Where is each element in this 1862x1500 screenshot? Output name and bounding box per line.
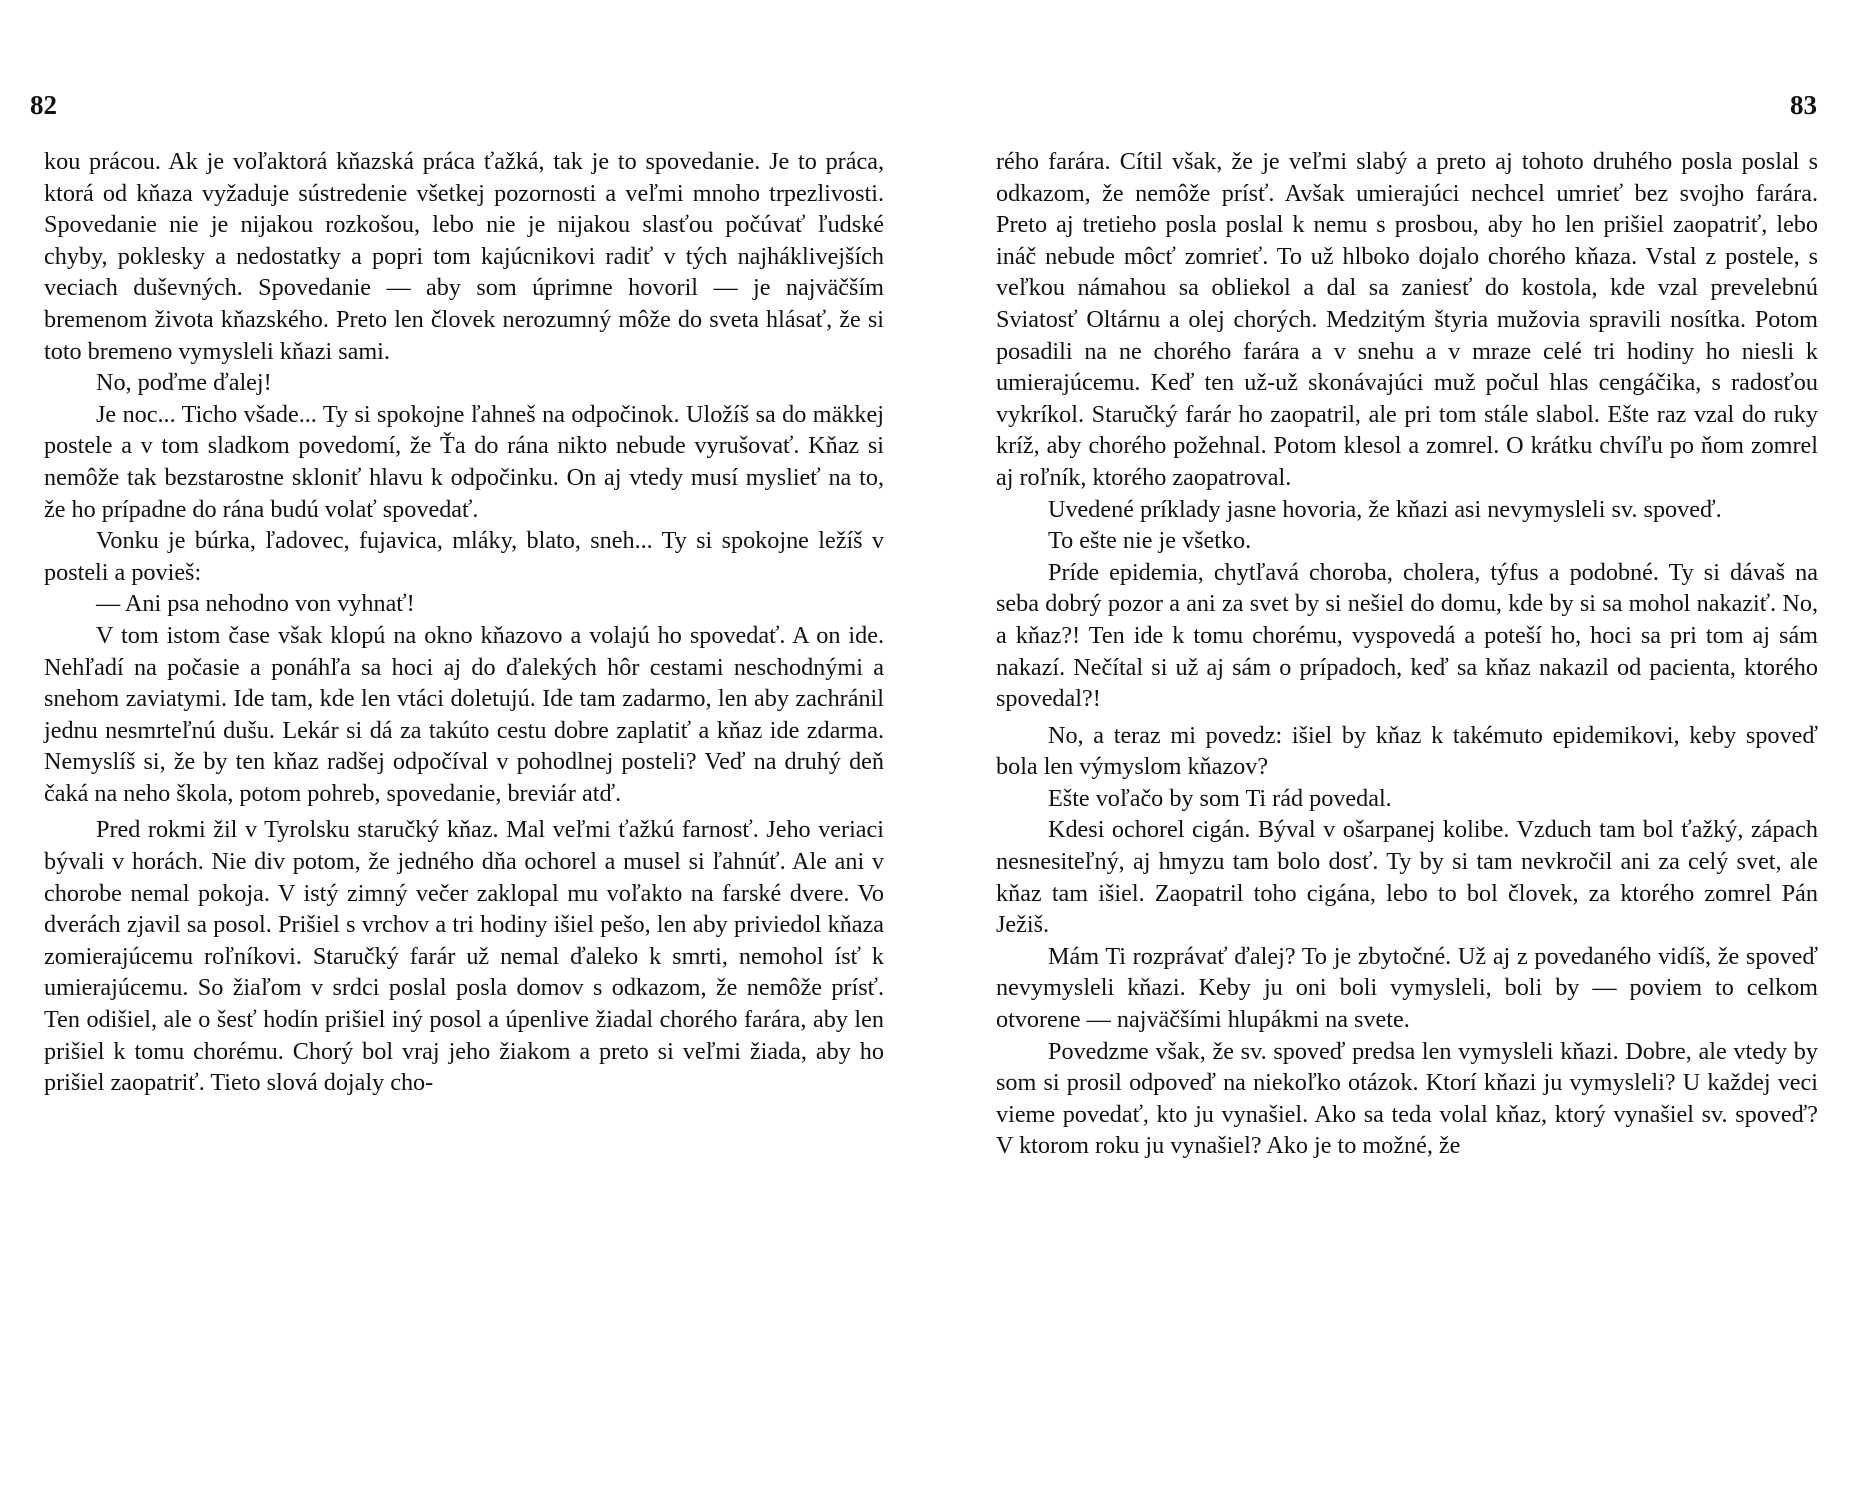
right-page-number: 83 [1790,90,1817,120]
right-paragraph-5: No, a teraz mi povedz: išiel by kňaz k takémuto epidemikovi, keby spoveď bola len výmyslom kňazov? [996,721,1818,781]
right-paragraph-9: Povedzme však, že sv. spoveď predsa len vymysleli kňazi. Dobre, ale vtedy by som si prosil odpoveď na niekoľko otázok. Ktorí kňazi ju vymysleli? U každej veci vieme povedať, kto ju vynašiel. Ako sa teda volal kňaz, ktorý vynašiel sv. spoveď? V ktorom roku ju vynašiel? Ako je to možné, že [996,1037,1818,1160]
right-paragraph-3: To ešte nie je všetko. [1048,527,1252,555]
right-paragraph-7: Kdesi ochorel cigán. Býval v ošarpanej kolibe. Vzduch tam bol ťažký, zápach nesnesiteľný, aj hmyzu tam bolo dosť. Ty by si tam nevkročil ani za celý svet, ale kňaz tam išiel. Zaopatril toho cigána, lebo to bol človek, za ktorého zomrel Pán Ježiš. [996,816,1818,939]
right-paragraph-8: Mám Ti rozprávať ďalej? To je zbytočné. Už aj z povedaného vidíš, že spoveď nevymysleli kňazi. Keby ju oni boli vymysleli, boli by — poviem to celkom otvorene — najväčšími hlupákmi na svete. [996,942,1818,1034]
left-paragraph-2: No, poďme ďalej! [96,369,272,397]
right-paragraph-2: Uvedené príklady jasne hovoria, že kňazi asi nevymysleli sv. spoveď. [1048,495,1722,523]
left-paragraph-1: kou prácou. Ak je voľaktorá kňazská práca ťažká, tak je to spovedanie. Je to práca, ktorá od kňaza vyžaduje sústredenie všetkej pozornosti a veľmi mnoho trpezlivosti. Spovedanie nie je nijakou rozkošou, lebo nie je nijakou slasťou počúvať ľudské chyby, poklesky a nedostatky a popri tom kajúcnikovi radiť v tých najháklivejších veciach duševných. Spovedanie — aby som úprimne hovoril — je najväčším bremenom života kňazského. Preto len človek nerozumný môže do sveta hlásať, že si toto bremeno vymysleli kňazi sami. [44,148,884,365]
left-page-number: 82 [30,90,57,120]
left-paragraph-3: Je noc... Ticho všade... Ty si spokojne ľahneš na odpočinok. Uložíš sa do mäkkej postele a v tom sladkom povedomí, že Ťa do rána nikto nebude vyrušovať. Kňaz si nemôže tak bezstarostne skloniť hlavu k odpočinku. On aj vtedy musí myslieť na to, že ho prípadne do rána budú volať spovedať. [44,400,884,523]
left-paragraph-6: V tom istom čase však klopú na okno kňazovo a volajú ho spovedať. A on ide. Nehľadí na počasie a ponáhľa sa hoci aj do ďalekých hôr cestami neschodnými a snehom zaviatymi. Ide tam, kde len vtáci doletujú. Ide tam zadarmo, len aby zachránil jednu nesmrteľnú dušu. Lekár si dá za takúto cestu dobre zaplatiť a kňaz ide zdarma. Nemyslíš si, že by ten kňaz radšej odpočíval v pohodlnej posteli? Veď na druhý deň čaká na neho škola, potom pohreb, spovedanie, breviár atď. [44,621,884,807]
right-paragraph-6: Ešte voľačo by som Ti rád povedal. [1048,784,1392,812]
left-paragraph-5: — Ani psa nehodno von vyhnať! [96,590,415,618]
left-paragraph-7: Pred rokmi žil v Tyrolsku staručký kňaz. Mal veľmi ťažkú farnosť. Jeho veriaci bývali v horách. Nie div potom, že jedného dňa ochorel a musel si ľahnúť. Ale ani v chorobe nemal pokoja. V istý zimný večer zaklopal mu voľakto na farské dvere. Vo dverách zjavil sa posol. Prišiel s vrchov a tri hodiny išiel pešo, len aby priviedol kňaza zomierajúcemu roľníkovi. Staručký farár už nemal ďaleko k smrti, nemohol ísť k umierajúcemu. So žiaľom v srdci poslal posla domov s odkazom, že nemôže prísť. Ten odišiel, ale o šesť hodín prišiel iný posol a úpenlive žiadal chorého farára, aby len prišiel k tomu chorému. Chorý bol vraj jeho žiakom a preto si veľmi žiada, aby ho prišiel zaopatriť. Tieto slová dojaly cho- [44,816,884,1097]
left-page-text [44,146,884,1099]
right-paragraph-1: rého farára. Cítil však, že je veľmi slabý a preto aj tohoto druhého posla poslal s odkazom, že nemôže prísť. Avšak umierajúci nechcel umrieť bez svojho farára. Preto aj tretieho posla poslal k nemu s prosbou, aby ho len prišiel zaopatriť, lebo ináč nebude môcť zomrieť. To už hlboko dojalo chorého kňaza. Vstal z postele, s veľkou námahou sa obliekol a dal sa zaniesť do kostola, kde vzal prevelebnú Sviatosť Oltárnu a olej chorých. Medzitým štyria mužovia spravili nosítka. Potom posadili na ne chorého farára a v snehu a v mraze celé tri hodiny ho niesli k umierajúcemu. Keď ten už-už skonávajúci muž počul hlas cengáčika, s radosťou vykríkol. Staručký farár ho zaopatril, ale pri tom stále slabol. Ešte raz vzal do ruky kríž, aby chorého požehnal. Potom klesol a zomrel. O krátku chvíľu po ňom zomrel aj roľník, ktorého zaopatroval. [996,148,1818,491]
right-page-text [996,146,1818,1162]
right-paragraph-4: Príde epidemia, chytľavá choroba, cholera, týfus a podobné. Ty si dávaš na seba dobrý pozor a ani za svet by si nešiel do domu, kde by si sa mohol nakaziť. No, a kňaz?! Ten ide k tomu chorému, vyspovedá a poteší ho, hoci sa pri tom aj sám nakazí. Nečítal si už aj sám o prípadoch, keď sa kňaz nakazil od pacienta, ktorého spovedal?! [996,558,1818,713]
left-paragraph-4: Vonku je búrka, ľadovec, fujavica, mláky, blato, sneh... Ty si spokojne ležíš v posteli a povieš: [44,527,884,586]
